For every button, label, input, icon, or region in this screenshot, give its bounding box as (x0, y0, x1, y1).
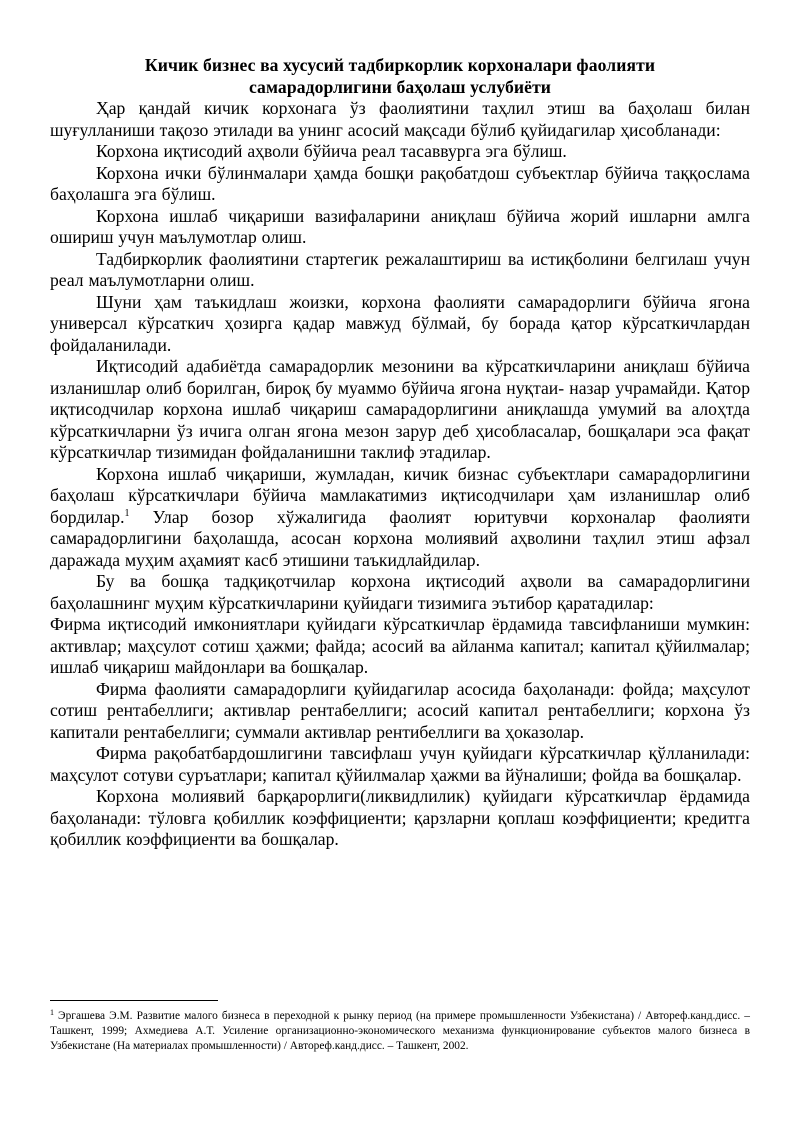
document-body (50, 98, 750, 851)
title-line-1: Кичик бизнес ва хусусий тадбиркорлик корхоналари фаолияти (144, 55, 656, 75)
paragraph-1: Ҳар қандай кичик корхонага ўз фаолиятини таҳлил этиш ва баҳолаш билан шуғулланиши тақозо этилади ва унинг асосий мақсади бўлиб қуйидагилар ҳисобланади: (50, 98, 750, 140)
paragraph-3: Корхона ички бўлинмалари ҳамда бошқи рақобатдош субъектлар бўйича таққослама баҳолашга эга бўлиш. (50, 162, 750, 204)
paragraph-5: Тадбиркорлик фаолиятини стартегик режалаштириш ва истиқболини белгилаш учун реал маълумотларни олиш. (50, 248, 750, 290)
paragraph-8 (50, 464, 750, 572)
title-line-2: самарадорлигини баҳолаш услубиёти (248, 76, 552, 97)
paragraph-4: Корхона ишлаб чиқариши вазифаларини аниқлаш бўйича жорий ишларни амлга ошириш учун маълумотлар олиш. (50, 205, 750, 247)
footnote-body: Эргашева Э.М. Развитие малого бизнеса в переходной к рынку период (на примере промышленности Узбекистана) / Автореф.канд.дисс. – Ташкент, 1999; Ахмедиева А.Т. Усиление организационно-экономического механизма функционирование субъектов малого бизнеса в Узбекистане (На материалах промышленности) / Автореф.канд.дисс. – Ташкент, 2002. (50, 1010, 750, 1052)
paragraph-9: Бу ва бошқа тадқиқотчилар корхона иқтисодий аҳволи ва самарадорлигини баҳолашнинг муҳим кўрсаткичларини қуйидаги тизимига эътибор қаратадилар: (50, 571, 750, 613)
paragraph-2: Корхона иқтисодий аҳволи бўйича реал тасаввурга эга бўлиш. (96, 141, 567, 161)
footnote-section (50, 1000, 750, 1054)
document-title (50, 55, 750, 98)
footnote-separator (50, 1000, 218, 1001)
paragraph-8-part-a: Корхона ишлаб чиқариши, жумладан, кичик бизнас субъектлари самарадорлигини баҳолаш кўрсаткичлари бўйича мамлакатимиз иқтисодчилари ҳам изланишлар олиб бордилар. (50, 463, 750, 527)
paragraph-13: Корхона молиявий барқарорлиги(ликвидлилик) қуйидаги кўрсаткичлар ёрдамида баҳоланади: тўловга қобиллик коэффициенти; қарзларни қоплаш коэффициенти; кредитга қобиллик коэффициенти ва бошқалар. (50, 786, 750, 849)
paragraph-12: Фирма рақобатбардошлигини тавсифлаш учун қуйидаги кўрсаткичлар қўлланилади: маҳсулот сотуви суръатлари; капитал қўйилмалар ҳажми ва йўналиши; фойда ва бошқалар. (50, 743, 750, 785)
footnote-text (50, 1009, 750, 1054)
footnote-reference[interactable]: 1 (124, 507, 130, 519)
paragraph-8-part-b: Улар бозор хўжалигида фаолият юритувчи корхоналар фаолияти самарадорлигини баҳолашда, асосан корхона молиявий аҳволини таҳлил этиш афзал даражада муҳим аҳамият касб этишини таъкидлайдилар. (50, 506, 750, 570)
paragraph-6: Шуни ҳам таъкидлаш жоизки, корхона фаолияти самарадорлиги бўйича ягона универсал кўрсаткич ҳозирга қадар мавжуд бўлмай, бу борада қатор кўрсаткичлардан фойдаланилади. (50, 291, 750, 355)
paragraph-7: Иқтисодий адабиётда самарадорлик мезонини ва кўрсаткичларини аниқлаш бўйича изланишлар олиб борилган, бироқ бу муаммо бўйича ягона нуқтаи- назар учрамайди. Қатор иқтисодчилар корхона ишлаб чиқариш самарадорлигини аниқлашда умумий ва алоҳтда кўрсаткичларни ўз ичига олган ягона мезон зарур деб ҳисобласалар, бошқалари эса фақат кўрсаткичлар тизимидан фойдаланишни таклиф этадилар. (50, 356, 750, 462)
paragraph-10: Фирма иқтисодий имкониятлари қуйидаги кўрсаткичлар ёрдамида тавсифланиши мумкин: активлар; маҳсулот сотиш ҳажми; файда; асосий ва айланма капитал; капитал қўйилмалар; ишлаб чиқариш майдонлари ва бошқалар. (50, 614, 750, 677)
paragraph-11: Фирма фаолияти самарадорлиги қуйидагилар асосида баҳоланади: фойда; маҳсулот сотиш рентабеллиги; активлар рентабеллиги; асосий капитал рентабеллиги; корхона ўз капитали рентабеллиги; суммали активлар рентибеллиги ва ҳоказолар. (50, 678, 750, 742)
footnote-number: 1 (50, 1008, 54, 1017)
document-page (50, 55, 750, 851)
